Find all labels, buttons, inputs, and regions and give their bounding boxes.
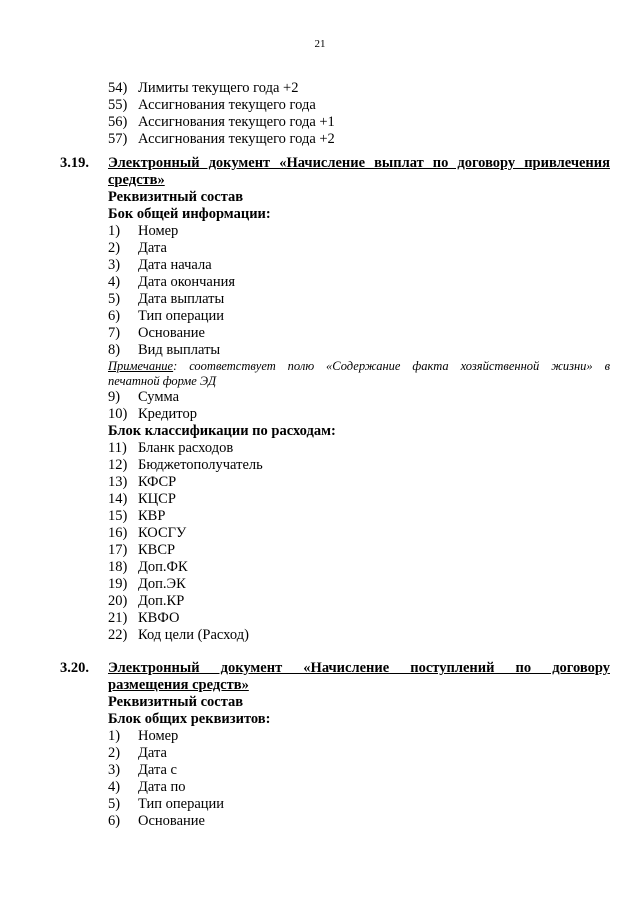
section-number: 3.19. (60, 155, 89, 171)
item-text: КЦСР (138, 491, 176, 507)
list-item (0, 525, 640, 542)
item-number: 13) (108, 474, 128, 490)
item-text: Основание (138, 813, 205, 829)
item-number: 4) (108, 779, 121, 795)
list-item (0, 291, 640, 308)
list-item (0, 325, 640, 342)
item-text: Дата (138, 240, 167, 256)
item-text: Ассигнования текущего года (138, 97, 316, 113)
item-text: КВР (138, 508, 166, 524)
list-item (0, 559, 640, 576)
item-number: 18) (108, 559, 128, 575)
list-item (0, 610, 640, 627)
list-item (0, 406, 640, 423)
section-number: 3.20. (60, 660, 89, 676)
section-3-20-body (0, 694, 640, 830)
block-heading: Бок общей информации: (108, 206, 271, 222)
section-3-19-body (0, 189, 640, 644)
list-item (0, 542, 640, 559)
note-label: Примечание (108, 359, 174, 373)
list-item (0, 728, 640, 745)
item-number: 2) (108, 240, 121, 256)
item-text: Вид выплаты (138, 342, 221, 358)
list-item (0, 389, 640, 406)
item-text: Лимиты текущего года +2 (138, 80, 299, 96)
item-number: 16) (108, 525, 128, 541)
note (108, 359, 610, 389)
note-line: печатной форме ЭД (108, 374, 217, 388)
item-text: Кредитор (138, 406, 197, 422)
page-number: 21 (314, 38, 326, 50)
item-text: Доп.КР (138, 593, 185, 609)
item-number: 19) (108, 576, 128, 592)
item-number: 5) (108, 291, 121, 307)
item-text: Бюджетополучатель (138, 457, 263, 473)
list-item (0, 576, 640, 593)
heading-line (0, 423, 640, 440)
item-text: Тип операции (138, 308, 225, 324)
item-number: 6) (108, 813, 121, 829)
item-text: КФСР (138, 474, 177, 490)
list-item (0, 508, 640, 525)
section-subtitle: Реквизитный состав (108, 189, 244, 205)
item-number: 10) (108, 406, 128, 422)
list-item (0, 342, 640, 359)
item-text: Дата с (138, 762, 177, 778)
item-number: 55) (108, 97, 128, 113)
section-title-line: Электронный документ «Начисление выплат по договору привлечения (108, 155, 610, 171)
section-title-line: Электронный документ «Начисление поступлений по договору (108, 660, 610, 676)
section-title (108, 155, 610, 189)
item-text: Дата (138, 745, 167, 761)
item-text: Основание (138, 325, 205, 341)
list-item (0, 779, 640, 796)
item-number: 21) (108, 610, 128, 626)
note-line (108, 359, 610, 374)
list-item (0, 491, 640, 508)
heading-line (0, 711, 640, 728)
item-number: 7) (108, 325, 121, 341)
item-number: 20) (108, 593, 128, 609)
list-item (0, 762, 640, 779)
item-number: 22) (108, 627, 128, 643)
list-item (0, 223, 640, 240)
list-item (0, 257, 640, 274)
item-text: КОСГУ (138, 525, 187, 541)
section-title (108, 660, 610, 694)
item-text: Номер (138, 223, 179, 239)
item-text: Ассигнования текущего года +1 (138, 114, 335, 130)
item-number: 17) (108, 542, 128, 558)
list-item (0, 593, 640, 610)
list-item (0, 796, 640, 813)
item-number: 5) (108, 796, 121, 812)
item-number: 3) (108, 762, 121, 778)
item-number: 12) (108, 457, 128, 473)
list-item (0, 440, 640, 457)
item-number: 15) (108, 508, 128, 524)
item-number: 1) (108, 728, 121, 744)
item-text: Бланк расходов (138, 440, 234, 456)
list-item (0, 131, 640, 148)
list-item (0, 474, 640, 491)
note-wrapper (0, 359, 640, 389)
item-number: 1) (108, 223, 121, 239)
item-text: Дата выплаты (138, 291, 225, 307)
item-text: КВФО (138, 610, 180, 626)
item-text: Дата начала (138, 257, 212, 273)
item-number: 11) (108, 440, 127, 456)
list-item (0, 308, 640, 325)
subtitle-line (0, 694, 640, 711)
section-3-19-header (0, 155, 640, 189)
item-number: 2) (108, 745, 121, 761)
item-number: 14) (108, 491, 128, 507)
item-number: 9) (108, 389, 121, 405)
item-text: Тип операции (138, 796, 225, 812)
section-3-20-header (0, 660, 640, 694)
item-text: Дата по (138, 779, 186, 795)
section-title-line: средств» (108, 172, 165, 188)
item-number: 56) (108, 114, 128, 130)
item-number: 3) (108, 257, 121, 273)
top-list (0, 80, 640, 148)
section-subtitle: Реквизитный состав (108, 694, 244, 710)
item-number: 8) (108, 342, 121, 358)
list-item (0, 97, 640, 114)
item-text: Доп.ФК (138, 559, 188, 575)
heading-line (0, 206, 640, 223)
list-item (0, 813, 640, 830)
block-heading: Блок общих реквизитов: (108, 711, 271, 727)
list-item (0, 114, 640, 131)
item-number: 54) (108, 80, 128, 96)
block-heading: Блок классификации по расходам: (108, 423, 336, 439)
list-item (0, 627, 640, 644)
item-text: Доп.ЭК (138, 576, 186, 592)
note-text: : соответствует полю «Содержание факта хозяйственной жизни» в (173, 359, 610, 373)
list-item (0, 80, 640, 97)
list-item (0, 240, 640, 257)
item-number: 57) (108, 131, 128, 147)
item-number: 6) (108, 308, 121, 324)
item-number: 4) (108, 274, 121, 290)
item-text: Дата окончания (138, 274, 236, 290)
item-text: КВСР (138, 542, 176, 558)
item-text: Код цели (Расход) (138, 627, 249, 643)
item-text: Номер (138, 728, 179, 744)
list-item (0, 745, 640, 762)
item-text: Ассигнования текущего года +2 (138, 131, 335, 147)
subtitle-line (0, 189, 640, 206)
list-item (0, 274, 640, 291)
item-text: Сумма (138, 389, 180, 405)
list-item (0, 457, 640, 474)
section-title-line: размещения средств» (108, 677, 249, 693)
